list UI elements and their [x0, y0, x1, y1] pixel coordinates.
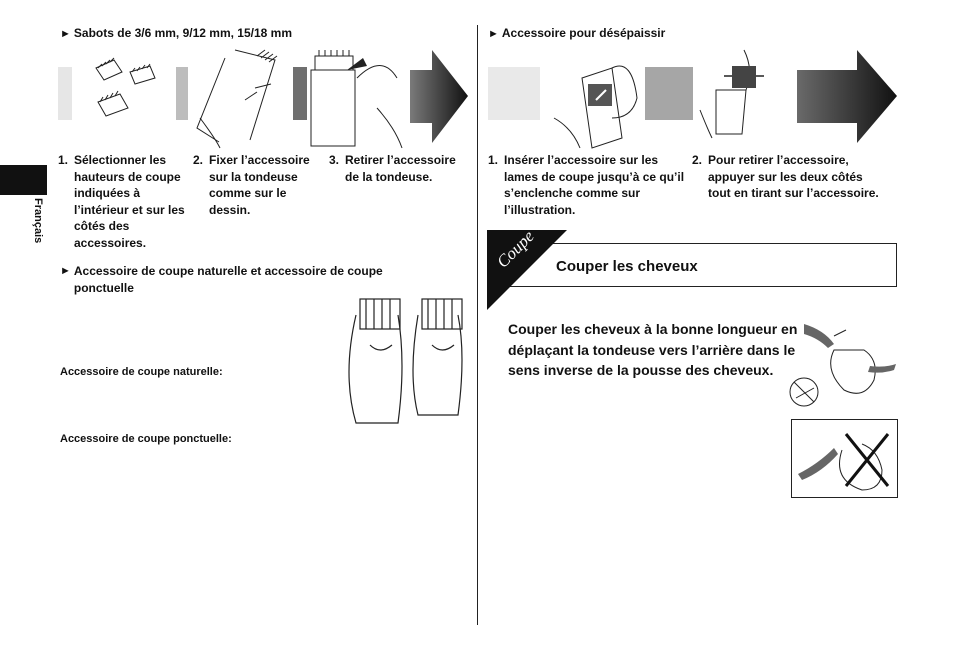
haircut-direction-illustration [790, 320, 898, 412]
heading-desepaissir: ► Accessoire pour désépaissir [488, 26, 666, 40]
bullet-arrow-icon: ► [60, 265, 71, 277]
label-ponctuelle: Accessoire de coupe ponctuelle: [60, 433, 232, 445]
bullet-arrow-icon: ► [488, 28, 499, 40]
remove-comb-illustration [307, 48, 407, 148]
gray-block [488, 67, 540, 120]
gray-block [293, 67, 307, 120]
section-title: Couper les cheveux [556, 258, 698, 275]
next-arrow-icon [797, 50, 897, 143]
next-arrow-icon [410, 50, 468, 143]
gray-block [176, 67, 188, 120]
incorrect-direction-figure [791, 419, 898, 498]
bullet-arrow-icon: ► [60, 28, 71, 40]
step-1: 1. Sélectionner les hauteurs de coupe indiquées à l’intérieur et sur les côtés des accessoires. [58, 153, 185, 250]
step-3: 3. Retirer l’accessoire de la tondeuse. [329, 153, 456, 184]
body-text: Couper les cheveux à la bonne longueur en déplaçant la tondeuse vers l’arrière dans le sens inverse de la pousse des cheveux. [508, 321, 798, 378]
crossed-illustration [792, 420, 897, 497]
remove-thinning-attachment-illustration [696, 40, 771, 140]
step-2: 2. Pour retirer l’accessoire, appuyer sur les deux côtés tout en tirant sur l’accessoire. [692, 153, 879, 200]
column-divider [477, 25, 478, 625]
section-tag: Coupe [493, 226, 538, 272]
heading-accessoire-coupe: ► Accessoire de coupe naturelle et accessoire de coupe ponctuelle [60, 264, 383, 295]
insert-thinning-attachment-illustration [552, 48, 642, 148]
step-1: 1. Insérer l’accessoire sur les lames de coupe jusqu’à ce qu’il s’enclenche comme sur l’illustration. [488, 153, 685, 217]
step-2: 2. Fixer l’accessoire sur la tondeuse comme sur le dessin. [193, 153, 310, 217]
comb-attachments-illustration [90, 52, 165, 132]
language-label: Français [32, 198, 44, 244]
gray-block [58, 67, 72, 120]
gray-block [645, 67, 693, 120]
attach-comb-illustration [195, 48, 295, 148]
natural-and-spot-attachments-illustration [340, 295, 468, 425]
label-naturelle: Accessoire de coupe naturelle: [60, 366, 223, 378]
heading-sabots: ► Sabots de 3/6 mm, 9/12 mm, 15/18 mm [60, 26, 292, 40]
language-tab [0, 165, 47, 195]
